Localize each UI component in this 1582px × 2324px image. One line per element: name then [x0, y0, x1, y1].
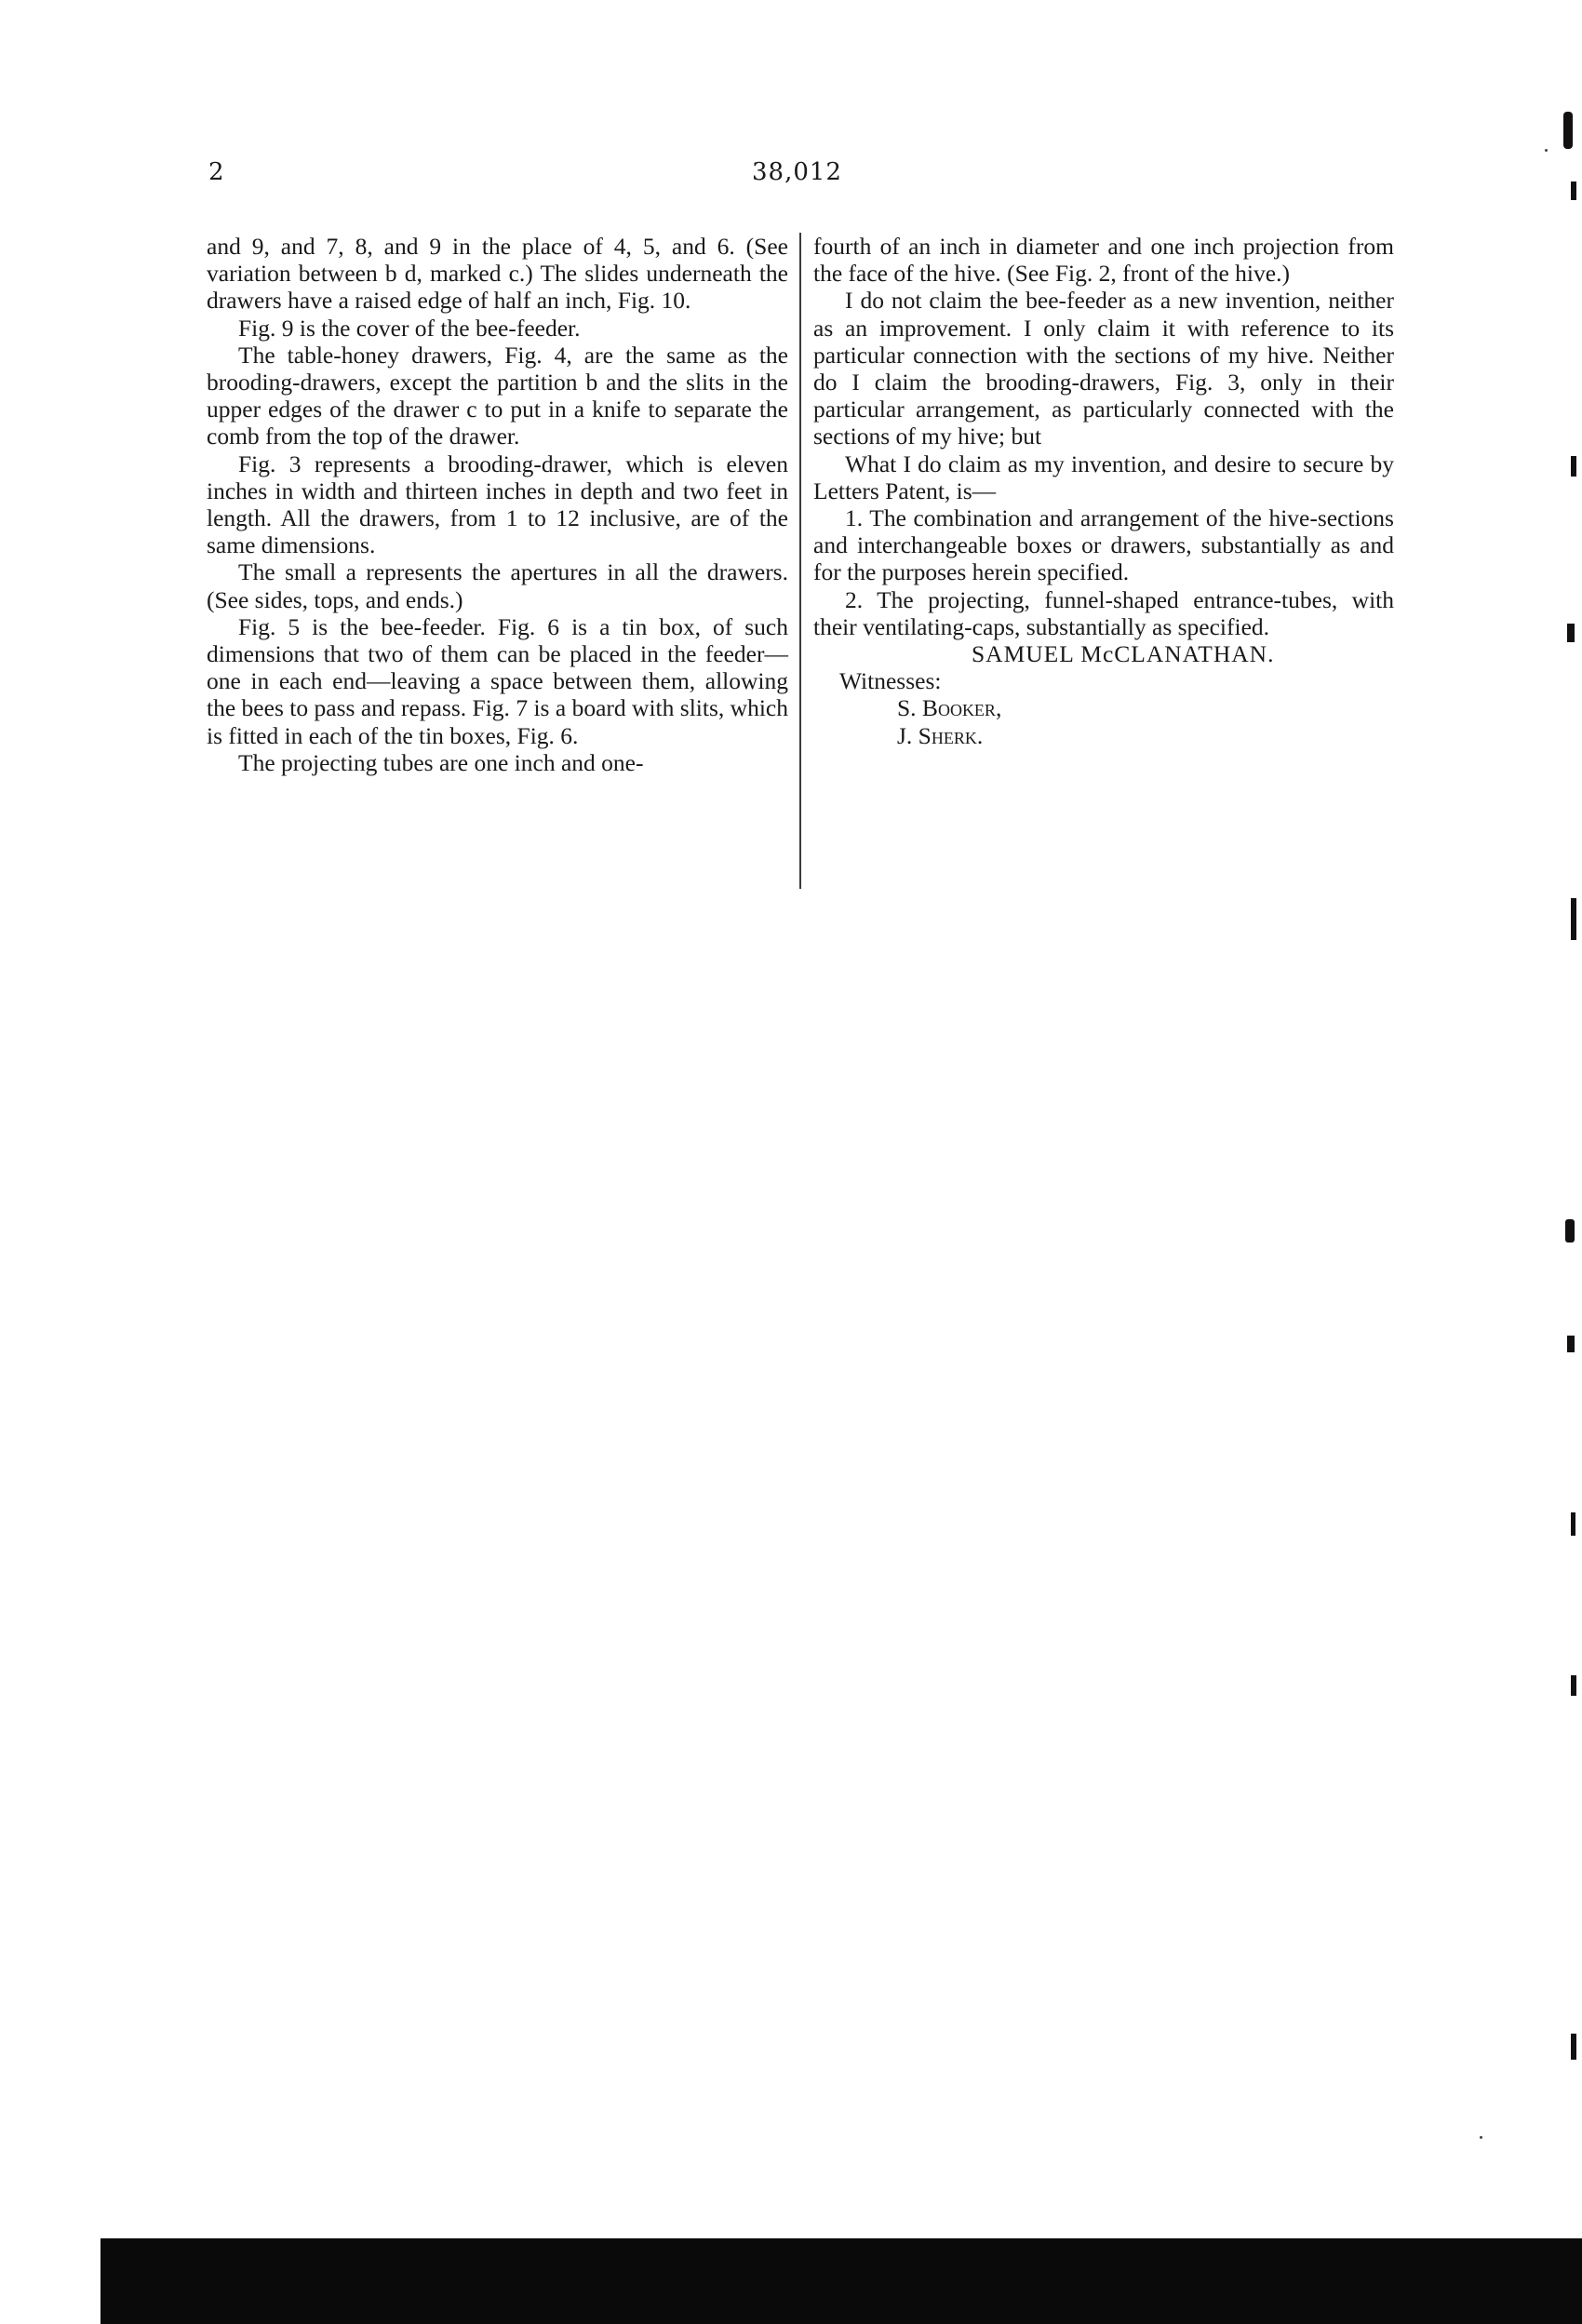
scan-edge-mark [1571, 898, 1576, 940]
scan-bottom-border [101, 2238, 1582, 2324]
witness-name: J. Sherk. [897, 721, 984, 749]
paragraph: and 9, and 7, 8, and 9 in the place of 4, 5, and 6. (See variation between b d, marked c.) The slides underneath the drawers have a raised edge of half an inch, Fig. 10. [207, 233, 788, 315]
witnesses-label: Witnesses: [839, 667, 942, 695]
paragraph: What I do claim as my invention, and desire to secure by Letters Patent, is— [813, 450, 1394, 504]
scan-speck [1545, 149, 1548, 152]
claim: 1. The combination and arrangement of the hive-sections and interchangeable boxes or drawers, substantially as and for the purposes herein specified. [813, 504, 1394, 586]
paragraph: Fig. 9 is the cover of the bee-feeder. [238, 314, 581, 342]
scan-edge-mark [1571, 2034, 1576, 2060]
scan-edge-mark [1571, 1675, 1576, 1696]
scan-speck [1480, 2136, 1482, 2139]
patent-number: 38,012 [752, 158, 842, 186]
witness-name: S. Booker, [897, 694, 1002, 722]
right-column [813, 233, 1394, 749]
scan-edge-mark [1567, 1336, 1575, 1352]
inventor-signature: SAMUEL McCLANATHAN. [972, 640, 1275, 668]
paragraph: The small a represents the apertures in all the drawers. (See sides, tops, and ends.) [207, 558, 788, 613]
left-column [207, 233, 788, 776]
column-divider [799, 233, 801, 889]
page-number: 2 [208, 158, 225, 186]
scan-edge-mark [1571, 456, 1576, 477]
scan-edge-mark [1565, 1219, 1575, 1243]
scan-edge-mark [1567, 624, 1575, 642]
paragraph: Fig. 5 is the bee-feeder. Fig. 6 is a tin box, of such dimensions that two of them can be placed in the feeder—one in each end—leaving a space between them, allowing the bees to pass and repass. Fig. 7 is a board with slits, which is fitted in each of the tin boxes, Fig. 6. [207, 612, 788, 749]
scan-edge-mark [1571, 1512, 1575, 1536]
scan-edge-mark [1571, 181, 1576, 200]
paragraph: The table-honey drawers, Fig. 4, are the same as the brooding-drawers, except the partition b and the slits in the upper edges of the drawer c to put in a knife to separate the comb from the top of the drawer. [207, 341, 788, 450]
paragraph: I do not claim the bee-feeder as a new invention, neither as an improvement. I only claim it with reference to its particular connection with the sections of my hive. Neither do I claim the brooding-drawers, Fig. 3, only in their particular arrangement, as particularly connected with the sections of my hive; but [813, 287, 1394, 450]
paragraph: The projecting tubes are one inch and one- [238, 748, 644, 776]
paragraph: fourth of an inch in diameter and one inch projection from the face of the hive. (See Fig. 2, front of the hive.) [813, 233, 1394, 288]
scan-edge-mark [1563, 112, 1573, 149]
claim: 2. The projecting, funnel-shaped entrance-tubes, with their ventilating-caps, substantially as specified. [813, 585, 1394, 640]
paragraph: Fig. 3 represents a brooding-drawer, which is eleven inches in width and thirteen inches in depth and two feet in length. All the drawers, from 1 to 12 inclusive, are of the same dimensions. [207, 450, 788, 559]
